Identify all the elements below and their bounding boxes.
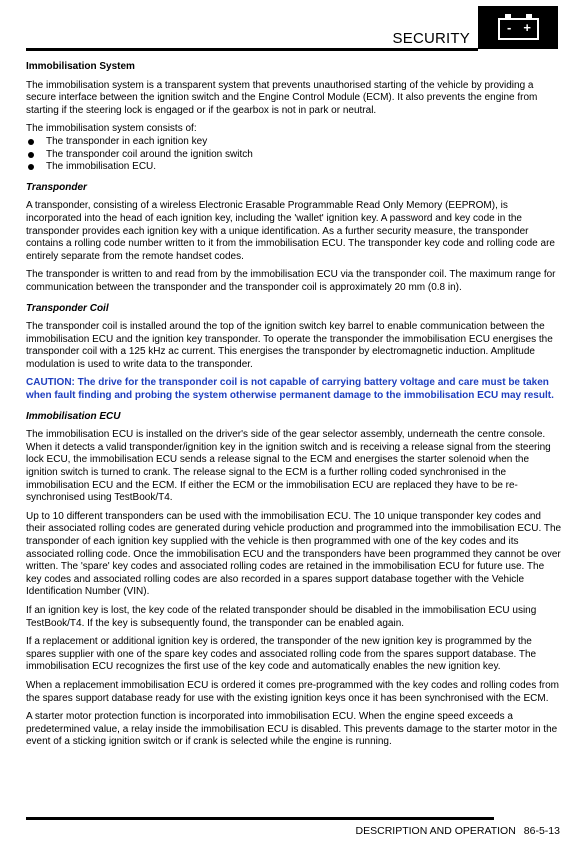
section-badge <box>478 6 558 49</box>
paragraph: If a replacement or additional ignition key is ordered, the transponder of the new ignition key is programmed by the spares supplier with one of the spare key codes and associated rolling code from the spares support database. The immobilisation ECU recognizes the first use of the key code and automatically enables the new ignition key. <box>26 636 537 673</box>
page-title: SECURITY <box>392 30 470 47</box>
battery-minus-sign: - <box>507 20 512 35</box>
paragraph: The transponder coil is installed around the top of the ignition switch key barrel to enable communication between the immobilisation ECU and the ignition key transponder. To operate the transponder the immobilisation ECU energises the transponder coil with a 125 kHz ac current. This energises the transponder by electromagnetic induction. Amplitude modulation is used to write data to the transponder. <box>26 321 553 370</box>
battery-terminal-positive <box>526 14 532 18</box>
page-footer <box>356 825 560 837</box>
paragraph: A starter motor protection function is incorporated into immobilisation ECU. When the engine speed exceeds a predetermined value, a relay inside the immobilisation ECU is disabled. This prevents damage to the starter motor in the event of a sticking ignition switch or if crank is selected while the engine is running. <box>26 711 558 748</box>
battery-terminal-negative <box>505 14 511 18</box>
footer-section-title: DESCRIPTION AND OPERATION <box>355 825 516 837</box>
paragraph: The transponder is written to and read from by the immobilisation ECU via the transponder coil. The maximum range for communication between the transponder and the transponder coil is approximately 20 mm (0.8 in). <box>26 269 556 293</box>
battery-icon <box>498 18 539 40</box>
heading-immobilisation-ecu: Immobilisation ECU <box>26 410 121 422</box>
paragraph: A transponder, consisting of a wireless Electronic Erasable Programmable Read Only Memory (EEPROM), is incorporated into the head of each ignition key, including the 'wallet' ignition key. A password and key code in the transponder provides each ignition key with a unique identification. As a further security measure, the transponder contains a rolling code number written to it from the immobilisation ECU. The transponder key code and rolling code are entirely separate from the remote handset codes. <box>26 200 555 262</box>
paragraph: When a replacement immobilisation ECU is ordered it comes pre-programmed with the key codes and rolling codes from the spares support database ready for use with the existing ignition keys once it has been synchronised with the ECM. <box>26 679 560 704</box>
document-body <box>26 61 562 757</box>
paragraph: The immobilisation system consists of: <box>26 123 197 135</box>
section-immobilisation-ecu <box>26 411 562 749</box>
list-item: The transponder coil around the ignition switch <box>26 149 562 162</box>
section-transponder-coil <box>26 303 562 403</box>
section-transponder <box>26 182 562 295</box>
heading-immobilisation-system: Immobilisation System <box>26 61 135 72</box>
paragraph: If an ignition key is lost, the key code of the related transponder should be disabled in the immobilisation ECU using TestBook/T4. If the key is subsequently found, the transponder can be enabled again. <box>26 604 537 629</box>
heading-transponder: Transponder <box>26 181 87 193</box>
paragraph: Up to 10 different transponders can be used with the immobilisation ECU. The 10 unique transponder key codes and their associated rolling codes are generated during vehicle production and programmed into the immobilisation ECU. The transponder of each ignition key supplied with the vehicle is then programmed with one of the key codes and its associated rolling code. Once the immobilisation ECU and the transponders have been programmed they cannot be over written. The 'spare' key codes and associated rolling codes are retained in the immobilisation ECU for future use. The key codes and associated rolling codes are also recorded in a spares support database together with the Vehicle Identification Number (VIN). <box>26 510 562 598</box>
paragraph: The immobilisation ECU is installed on the driver's side of the gear selector assembly, underneath the centre console. When it detects a valid transponder/ignition key in the ignition switch and is receiving a release signal from the steering lock ECU, the immobilisation ECU sends a release signal to the ECM and energises the starter solenoid when the ignition switch is turned to crank. The release signal to the ECM is a further rolling coded synchronised in the immobilisation ECU and the ECM. If either the ECM or the immobilisation ECU are replaced they have to be re-synchronised using TestBook/T4. <box>26 429 551 504</box>
paragraph: The immobilisation system is a transparent system that prevents unauthorised starting of the vehicle by providing a secure interface between the ignition switch and the Engine Control Module (ECM). It also prevents the engine from starting if the steering lock is engaged or if the gearbox is not in park or neutral. <box>26 79 538 116</box>
section-immobilisation-system <box>26 61 562 174</box>
footer-rule <box>26 817 494 820</box>
component-list <box>26 136 562 174</box>
page-number: 86-5-13 <box>523 825 560 837</box>
list-item: The immobilisation ECU. <box>26 161 562 174</box>
list-item: The transponder in each ignition key <box>26 136 562 149</box>
caution-note: CAUTION: The drive for the transponder coil is not capable of carrying battery voltage and care must be taken when fault finding and probing the system otherwise permanent damage to the immobilisation ECU may result. <box>26 377 554 402</box>
header-rule <box>26 48 478 51</box>
battery-plus-sign: + <box>523 20 531 35</box>
heading-transponder-coil: Transponder Coil <box>26 302 109 314</box>
